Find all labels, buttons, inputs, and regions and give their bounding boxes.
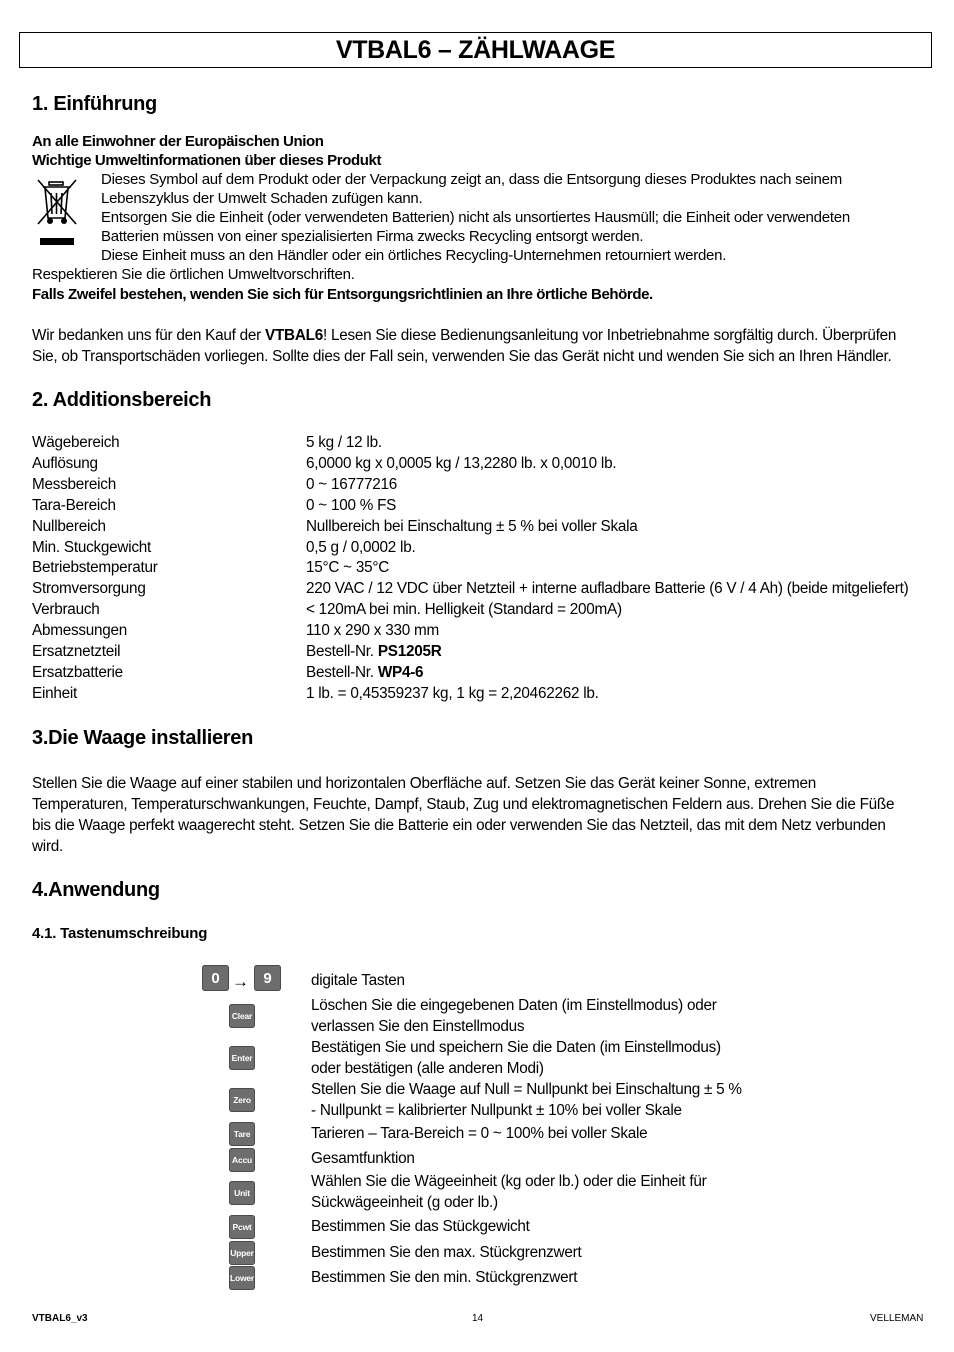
spec-label: Ersatznetzteil	[32, 643, 121, 660]
spec-value-text: 0,5 g / 0,0002 lb.	[306, 538, 416, 556]
spec-value	[306, 518, 638, 536]
spec-label: Abmessungen	[32, 622, 128, 640]
key-pcwt: Pcwt	[229, 1215, 255, 1239]
env-text-5: Diese Einheit muss an den Händler oder ein örtliches Recycling-Unternehmen retourniert werden.	[101, 247, 727, 264]
env-text-3: Entsorgen Sie die Einheit (oder verwendeten Batterien) nicht als unsortiertes Hausmüll; die Einheit oder verwendeten	[101, 209, 850, 226]
spec-label: Einheit	[32, 684, 78, 702]
spec-order-number: PS1205R	[377, 643, 442, 660]
key-unit: Unit	[229, 1181, 255, 1205]
page-title: VTBAL6 – ZÄHLWAAGE	[19, 32, 932, 68]
key-0: 0	[202, 965, 229, 991]
spec-label: Nullbereich	[32, 517, 106, 535]
thanks-paragraph: Wir bedanken uns für den Kauf der VTBAL6! Lesen Sie diese Bedienungsanleitung vor Inbetriebnahme sorgfältig durch. Überprüfen Sie, ob Transportschäden vorliegen. Sollte dies der Fall sein, verwenden Sie das Gerät nicht und wenden Sie sich an Ihren Händler.	[32, 327, 897, 365]
footer-brand: VELLEMAN	[870, 1313, 924, 1324]
env-text-4: Batterien müssen von einer spezialisierten Firma zwecks Recycling entsorgt werden.	[101, 228, 644, 245]
spec-value	[306, 539, 415, 557]
key-description: Tarieren – Tara-Bereich = 0 ~ 100% bei voller Skale	[311, 1125, 648, 1142]
spec-value-text: < 120mA bei min. Helligkeit (Standard = 200mA)	[306, 601, 622, 619]
key-zero: Zero	[229, 1088, 255, 1112]
key-description: digitale Tasten	[311, 972, 405, 989]
key-description: Bestimmen Sie den min. Stückgrenzwert	[311, 1269, 578, 1286]
key-description: Bestätigen Sie und speichern Sie die Daten (im Einstellmodus)	[311, 1039, 721, 1056]
spec-label: Min. Stuckgewicht	[32, 538, 152, 556]
env-text-2: Lebenszyklus der Umwelt Schaden zufügen kann.	[101, 190, 423, 207]
key-description-cont: - Nullpunkt = kalibrierter Nullpunkt ± 10% bei voller Skale	[311, 1102, 682, 1119]
spec-value-text: 110 x 290 x 330 mm	[306, 622, 439, 640]
key-clear: Clear	[229, 1004, 255, 1028]
footer-page-number: 14	[472, 1313, 484, 1324]
env-text-1: Dieses Symbol auf dem Produkt oder der Verpackung zeigt an, dass die Entsorgung dieses Produktes nach seinem	[101, 171, 842, 188]
key-enter: Enter	[229, 1046, 255, 1070]
install-paragraph: Stellen Sie die Waage auf einer stabilen und horizontalen Oberfläche auf. Setzen Sie das Gerät keiner Sonne, extremen Temperaturen, Temperaturschwankungen, Feuchte, Dampf, Staub, Zug und elektromagnetischen Feldern aus. Drehen Sie die Füße bis die Waage perfekt waagerecht steht. Setzen Sie die Batterie ein oder verwenden Sie das Netzteil, das mit dem Netz verbunden wird.	[32, 775, 895, 855]
spec-value-text: 0 ~ 100 % FS	[306, 496, 397, 514]
spec-value	[306, 434, 382, 452]
spec-value	[306, 643, 442, 661]
spec-value	[306, 580, 908, 598]
respect-text: Respektieren Sie die örtlichen Umweltvorschriften.	[32, 266, 355, 283]
spec-label: Messbereich	[32, 475, 116, 493]
key-description: Wählen Sie die Wägeeinheit (kg oder lb.) oder die Einheit für	[311, 1173, 707, 1190]
doubt-text: Falls Zweifel bestehen, wenden Sie sich für Entsorgungsrichtlinien an Ihre örtliche Behörde.	[32, 286, 653, 303]
spec-value	[306, 497, 396, 515]
spec-label: Wägebereich	[32, 434, 120, 451]
weee-crossed-bin-icon	[34, 176, 80, 248]
section-heading-install: 3.Die Waage installieren	[32, 727, 254, 749]
spec-label: Stromversorgung	[32, 580, 146, 598]
spec-label: Ersatzbatterie	[32, 663, 123, 681]
spec-value	[306, 476, 397, 494]
key-description-cont: oder bestätigen (alle anderen Modi)	[311, 1060, 544, 1077]
spec-value	[306, 601, 622, 619]
spec-value-text: 1 lb. = 0,45359237 kg, 1 kg = 2,20462262 lb.	[306, 684, 599, 702]
spec-value-text: 6,0000 kg x 0,0005 kg / 13,2280 lb. x 0,0010 lb.	[306, 454, 617, 472]
footer-doc-id: VTBAL6_v3	[32, 1313, 88, 1324]
section-heading-intro: 1. Einführung	[32, 93, 157, 115]
key-description-cont: verlassen Sie den Einstellmodus	[311, 1018, 525, 1035]
key-description-cont: Sückwägeeinheit (g oder lb.)	[311, 1194, 498, 1211]
key-tare: Tare	[229, 1122, 255, 1146]
key-description: Bestimmen Sie das Stückgewicht	[311, 1218, 530, 1235]
section-heading-specs: 2. Additionsbereich	[32, 389, 212, 411]
spec-value	[306, 559, 389, 577]
spec-label: Auflösung	[32, 454, 98, 472]
spec-value	[306, 622, 439, 640]
spec-value-text: Bestell-Nr.	[306, 643, 378, 660]
key-description: Löschen Sie die eingegebenen Daten (im Einstellmodus) oder	[311, 997, 717, 1014]
spec-value	[306, 685, 599, 703]
spec-label: Betriebstemperatur	[32, 559, 158, 577]
model-name: VTBAL6	[265, 327, 323, 344]
key-description: Bestimmen Sie den max. Stückgrenzwert	[311, 1244, 582, 1261]
key-accu: Accu	[229, 1148, 255, 1172]
spec-label: Verbrauch	[32, 601, 100, 619]
arrow-right-icon: →	[232, 972, 249, 991]
subsection-heading-keys: 4.1. Tastenumschreibung	[32, 925, 208, 942]
key-description: Stellen Sie die Waage auf Null = Nullpunkt bei Einschaltung ± 5 %	[311, 1081, 742, 1098]
spec-value-text: 0 ~ 16777216	[306, 475, 397, 493]
spec-value-text: 5 kg / 12 lb.	[306, 434, 382, 451]
key-upper: Upper	[229, 1241, 255, 1265]
spec-value-text: Nullbereich bei Einschaltung ± 5 % bei voller Skala	[306, 517, 638, 535]
key-lower: Lower	[229, 1266, 255, 1290]
spec-label: Tara-Bereich	[32, 496, 116, 514]
spec-order-number: WP4-6	[377, 663, 424, 681]
env-line-1: An alle Einwohner der Europäischen Union	[32, 133, 324, 150]
key-9: 9	[254, 965, 281, 991]
spec-value	[306, 455, 616, 473]
spec-value-text: 220 VAC / 12 VDC über Netzteil + interne aufladbare Batterie (6 V / 4 Ah) (beide mitgeliefert)	[306, 580, 909, 598]
spec-value	[306, 664, 423, 682]
env-line-2: Wichtige Umweltinformationen über dieses Produkt	[32, 152, 382, 169]
spec-value-text: Bestell-Nr.	[306, 663, 378, 681]
key-description: Gesamtfunktion	[311, 1150, 415, 1167]
spec-value-text: 15°C ~ 35°C	[306, 559, 390, 577]
section-heading-usage: 4.Anwendung	[32, 879, 160, 901]
